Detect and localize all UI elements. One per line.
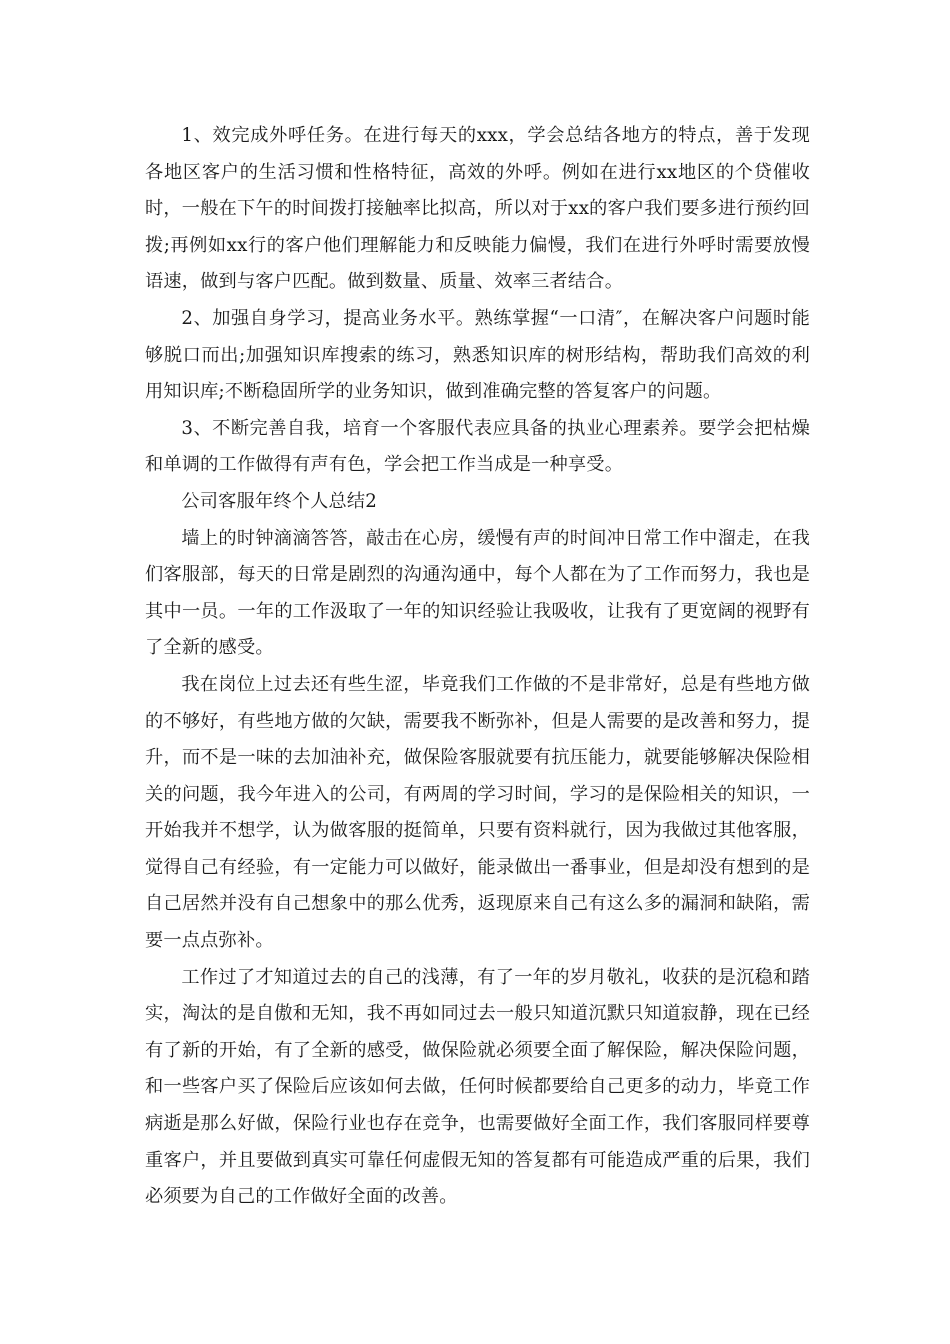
paragraph-self-learning: 2、加强自身学习，提高业务水平。熟练掌握“一口清″，在解决客户问题时能够脱口而出;加强知识库搜索的练习，熟悉知识库的树形结构，帮助我们高效的利用知识库;不断稳固所学的业务知识，做到准确完整的答复客户的问题。 [145, 307, 810, 403]
paragraph-self-improvement: 3、不断完善自我，培育一个客服代表应具备的执业心理素养。要学会把枯燥和单调的工作做得有声有色，学会把工作当成是一种享受。 [145, 417, 810, 476]
document-body [145, 118, 810, 1216]
section-title: 公司客服年终个人总结2 [181, 490, 378, 512]
paragraph-task-completion: 1、效完成外呼任务。在进行每天的xxx，学会总结各地方的特点，善于发现各地区客户的生活习惯和性格特征，高效的外呼。例如在进行xx地区的个贷催收时，一般在下午的时间拨打接触率比拟高，所以对于xx的客户我们要多进行预约回拨;再例如xx行的客户他们理解能力和反映能力偏慢，我们在进行外呼时需要放慢语速，做到与客户匹配。做到数量、质量、效率三者结合。 [145, 125, 810, 293]
paragraph-clock-intro: 墙上的时钟滴滴答答，敲击在心房，缓慢有声的时间冲日常工作中溜走，在我们客服部，每天的日常是剧烈的沟通沟通中，每个人都在为了工作而努力，我也是其中一员。一年的工作汲取了一年的知识经验让我吸收，让我有了更宽阔的视野有了全新的感受。 [145, 527, 810, 659]
paragraph-reflection: 工作过了才知道过去的自己的浅薄，有了一年的岁月敬礼，收获的是沉稳和踏实，淘汰的是自傲和无知，我不再如同过去一般只知道沉默只知道寂静，现在已经有了新的开始，有了全新的感受，做保险就必须要全面了解保险，解决保险问题，和一些客户买了保险后应该如何去做，任何时候都要给自己更多的动力，毕竟工作病逝是那么好做，保险行业也存在竞争，也需要做好全面工作，我们客服同样要尊重客户，并且要做到真实可靠任何虚假无知的答复都有可能造成严重的后果，我们必须要为自己的工作做好全面的改善。 [145, 966, 810, 1208]
paragraph-early-struggles: 我在岗位上过去还有些生涩，毕竟我们工作做的不是非常好，总是有些地方做的不够好，有些地方做的欠缺，需要我不断弥补，但是人需要的是改善和努力，提升，而不是一味的去加油补充，做保险客服就要有抗压能力，就要能够解决保险相关的问题，我今年进入的公司，有两周的学习时间，学习的是保险相关的知识，一开始我并不想学，认为做客服的挺简单，只要有资料就行，因为我做过其他客服，觉得自己有经验，有一定能力可以做好，能录做出一番事业，但是却没有想到的是自己居然并没有自己想象中的那么优秀，返现原来自己有这么多的漏洞和缺陷，需要一点点弥补。 [145, 673, 810, 952]
